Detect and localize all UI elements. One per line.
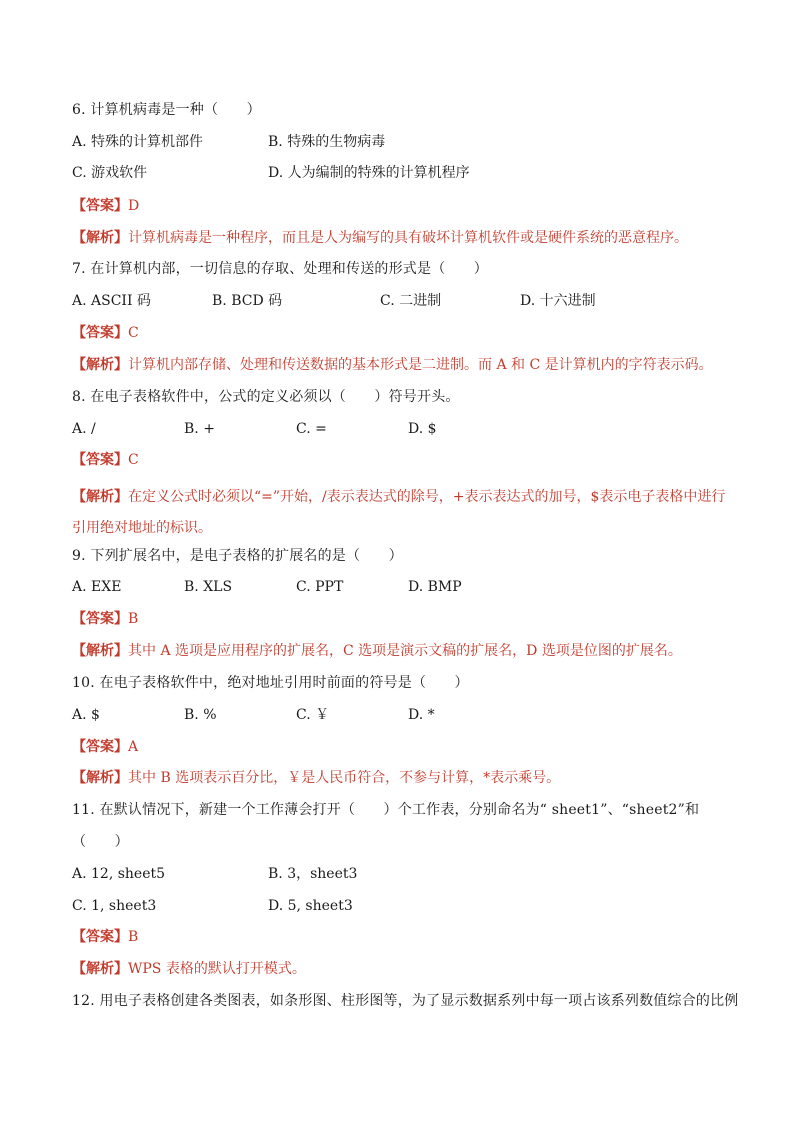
question-6-analysis — [72, 228, 728, 248]
question-7-option-b: B. BCD 码 — [212, 293, 283, 309]
question-6-option-d: D. 人为编制的特殊的计算机程序 — [268, 165, 470, 181]
question-11-answer — [72, 927, 728, 947]
question-9-option-b: B. XLS — [184, 579, 233, 595]
question-7-option-a: A. ASCII 码 — [72, 293, 151, 309]
analysis-tag: 【解析】 — [72, 770, 128, 786]
question-8-option-a: A. / — [72, 421, 96, 437]
question-10-option-b: B. % — [184, 707, 217, 723]
question-9-stem: 9. 下列扩展名中，是电子表格的扩展名的是（ ） — [72, 548, 403, 564]
analysis-text: 在定义公式时必须以“=”开始，/表示表达式的除号，+表示表达式的加号，$表示电子表格中进行引用绝对地址的标识。 — [72, 489, 726, 536]
question-11-analysis — [72, 959, 728, 979]
analysis-tag: 【解析】 — [72, 961, 128, 977]
question-9-option-c: C. PPT — [296, 579, 344, 595]
question-8-option-c: C. = — [296, 421, 327, 437]
question-8-analysis — [72, 482, 728, 544]
question-9-answer — [72, 609, 728, 629]
question-10-option-c: C. ￥ — [296, 707, 330, 723]
question-6-option-b: B. 特殊的生物病毒 — [268, 134, 386, 150]
question-6-stem: 6. 计算机病毒是一种（ ） — [72, 102, 261, 118]
question-6-option-a: A. 特殊的计算机部件 — [72, 134, 204, 150]
question-7-answer — [72, 323, 728, 343]
answer-value: A — [128, 739, 139, 755]
analysis-tag: 【解析】 — [72, 643, 128, 659]
analysis-text: 其中 A 选项是应用程序的扩展名，C 选项是演示文稿的扩展名，D 选项是位图的扩展名。 — [128, 643, 682, 659]
question-11-option-d: D. 5, sheet3 — [268, 898, 353, 914]
answer-value: B — [128, 929, 139, 945]
analysis-text: 计算机内部存储、处理和传送数据的基本形式是二进制。而 A 和 C 是计算机内的字符表示码。 — [128, 357, 713, 373]
question-8-option-b: B. + — [184, 421, 215, 437]
question-8-option-d: D. $ — [408, 421, 437, 437]
answer-value: D — [128, 198, 140, 214]
question-9-option-a: A. EXE — [72, 579, 122, 595]
question-10-answer — [72, 737, 728, 757]
question-7-option-d: D. 十六进制 — [520, 293, 596, 309]
answer-tag: 【答案】 — [72, 325, 128, 341]
question-11-stem-line-2: （ ） — [72, 834, 129, 850]
analysis-tag: 【解析】 — [72, 489, 128, 505]
question-7-stem: 7. 在计算机内部，一切信息的存取、处理和传送的形式是（ ） — [72, 261, 489, 277]
answer-tag: 【答案】 — [72, 452, 128, 468]
answer-tag: 【答案】 — [72, 198, 128, 214]
analysis-text: 其中 B 选项表示百分比，￥是人民币符合，不参与计算，*表示乘号。 — [128, 770, 561, 786]
question-10-analysis — [72, 768, 728, 788]
answer-value: B — [128, 611, 139, 627]
question-7-option-c: C. 二进制 — [380, 293, 442, 309]
answer-value: C — [128, 325, 139, 341]
question-11-option-b: B. 3，sheet3 — [268, 866, 358, 882]
answer-tag: 【答案】 — [72, 739, 128, 755]
question-11-stem-line-1: 11. 在默认情况下，新建一个工作薄会打开（ ）个工作表，分别命名为“ sheet1”、“sheet2”和 — [72, 802, 700, 818]
analysis-text: 计算机病毒是一种程序，而且是人为编写的具有破坏计算机软件或是硬件系统的恶意程序。 — [128, 230, 688, 246]
question-12-stem: 12. 用电子表格创建各类图表，如条形图、柱形图等，为了显示数据系列中每一项占该系列数值综合的比例 — [72, 993, 739, 1009]
question-10-option-d: D. * — [408, 707, 435, 723]
analysis-tag: 【解析】 — [72, 230, 128, 246]
question-6-option-c: C. 游戏软件 — [72, 165, 148, 181]
question-10-stem: 10. 在电子表格软件中，绝对地址引用时前面的符号是（ ） — [72, 675, 469, 691]
analysis-text: WPS 表格的默认打开模式。 — [128, 961, 306, 977]
question-9-option-d: D. BMP — [408, 579, 462, 595]
question-10-option-a: A. $ — [72, 707, 100, 723]
answer-tag: 【答案】 — [72, 611, 128, 627]
question-11-option-a: A. 12, sheet5 — [72, 866, 166, 882]
question-7-analysis — [72, 355, 728, 375]
question-8-answer — [72, 450, 728, 470]
answer-tag: 【答案】 — [72, 929, 128, 945]
question-11-option-c: C. 1, sheet3 — [72, 898, 157, 914]
question-6-answer — [72, 196, 728, 216]
analysis-tag: 【解析】 — [72, 357, 128, 373]
question-8-stem: 8. 在电子表格软件中，公式的定义必须以（ ）符号开头。 — [72, 389, 460, 405]
question-9-analysis — [72, 641, 728, 661]
answer-value: C — [128, 452, 139, 468]
